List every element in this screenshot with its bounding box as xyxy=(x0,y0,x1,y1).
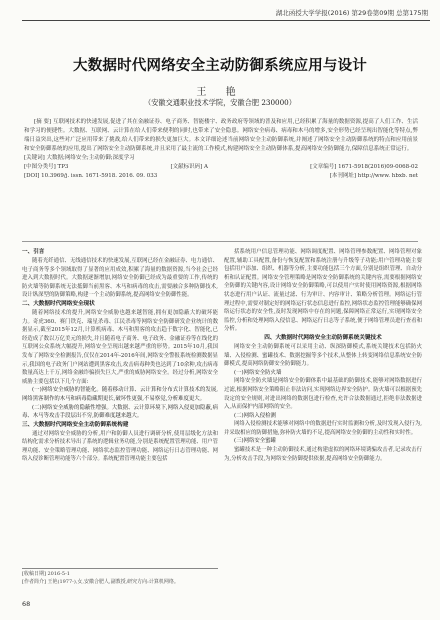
right-column xyxy=(224,248,422,463)
abstract-separator xyxy=(22,241,418,242)
paragraph: 网络入侵检测技术能够对网络中的数据进行实时监测和分析,及时发现入侵行为,并采取相应的防御措施,弥补防火墙的不足,提高网络安全防御的主动性和实时性。 xyxy=(224,421,422,436)
section-heading: 一、引言 xyxy=(22,249,45,255)
section-heading: 二、大数据时代网络安全现状 xyxy=(22,300,95,307)
paragraph: 随着光纤通信、无线通信技术的快速发展,互联网已经在金融证券、电力通信、电子商务等多个领域取得了显著的应用成效,积累了海量的数据资源,当今社会已经进入到大数据时代。大数据逐渐增加,网络安全防御已经成为最重要的工作,传统的防火墙等防御系统无法抵御当前黑客、木马和病毒的攻击,需要融合多种防御技术,设计纵深型的防御策略,构建一个主动防御系统,提高网络安全防御性能。 xyxy=(22,258,218,299)
journal-url: [本刊网址] http://www. hbxb. net xyxy=(329,173,418,179)
meta-row-1 xyxy=(24,163,418,172)
paragraph: 括系统用户信息管理功能、网络调度配置、网络管理参数配置、网络管理对象配置,辅助工具配置,备份与恢复配置和系统注册与升级等子功能;用户管理功能主要包括用户添加、组织、机器等分析,主要功能包括三个方面,分别是组织管理、自动分析和认证配置。网络安全管理策略是网络安全防御系统的关键内容,需要根据网络安全防御的关键内容,设计网络安全防御策略,可以使用户实时使用网络资源,根据网络状态进行用户认证、流量过滤、行为审计、内容审计、策略分析管理。网络运行管理过程中,需要对制定好的网络运行状态信息进行监控,网络状态监控管理能够确保网络运行状态的安全性,及时发现网络中存在的问题,保障网络正常运行,实现网络安全监控,分析和处理网络入侵信息、网络运行日志等子系统,便于网络管理员进行查看和分析。 xyxy=(224,249,422,333)
section-heading: 三、大数据时代网络安全主动防御系统构建 xyxy=(22,421,129,428)
meta-row-2 xyxy=(24,172,418,181)
author-affiliation: （安徽交通职业技术学院，安徽合肥 230000） xyxy=(144,98,296,107)
section-heading: 四、大数据时代网络安全主动防御系统关键技术 xyxy=(264,334,382,341)
paragraph: 通过对网络安全威胁的分析,用户和防御人员进行调研分析,使用层级化方法和结构化需求分析技术导出了系统的逻辑业务功能,分别是系统配置管理功能、用户管理功能、安全策略管理功能、网络状态监控管理功能、网络运行日志管理功能、网络入侵诊断管理功能等六个部分。系统配置管理功能主要包括 xyxy=(22,430,218,463)
doi: [DOI] 10.3969/j. issn. 1671-5918. 2016. 09. 033 xyxy=(24,173,158,179)
subsection-heading: (一)网络安全防火墙 xyxy=(234,369,282,376)
subsection-heading: (二)网络入侵检测 xyxy=(234,412,276,419)
paragraph: 蜜罐技术是一种主动防御技术,通过构建虚拟的网络环境诱骗攻击者,记录攻击行为,分析攻击手段,为网络安全防御提供依据,提高网络安全防御能力。 xyxy=(224,447,422,462)
subsection-heading: (二)网络安全威胁的隐蔽性增强。大数据、云计算环境下,网络入侵更加隐蔽,病毒、木马等攻击手段层出不穷,防御难度越来越大。 xyxy=(22,404,218,420)
paragraph: 网络安全主动防御系统可以采用主动、纵深防御模式,系统关键技术包括防火墙、入侵检测、蜜罐技术、数据挖掘等多个技术,从整体上转变网络信息系统安全防御模式,提高网络防御安全防御能力。 xyxy=(224,343,422,368)
abstract-text: [摘 要] 互联网技术的快速发展,促进了其在金融证券、电子商务、智能楼宇、政务政府等领域的普及和应用,已经积累了海量的数据资源,提高了人们工作、生活和学习的便捷性。大数据、互联网、云计算在给人们带来便利的同时,也带来了安全隐患。网络安全病毒、病毒和木马的增多,安全形势已经呈现出智能化等特点,弊端日益突出,这些对广泛应用带来了挑战,给人们带来的损失更加巨大。本文详细论述当前网络安全主动防御系统,并阐述了网络安全主动防御系统的特点和应用前景和安全防御系统的应用,提出了网络安全主动防御系统,并且采用了最主流的工作模式,构建网络安全主动防御体系,提高网络安全防御能力,保障信息系统正常运行。 xyxy=(24,119,418,152)
header-rule xyxy=(22,20,430,21)
paragraph: 网络安全防火墙是网络安全防御体系中最基础的防御技术,能够对网络数据进行过滤,根据网络安全策略阻止非法访问,实现网络边界安全防护。防火墙可以根据预先设定的安全规则,对进出网络的数据包进行检查,允许合法数据通过,拒绝非法数据进入,从而保护内部网络的安全。 xyxy=(224,378,422,411)
clc-number: [中图分类号] TP3 xyxy=(24,164,69,170)
author-bio: [作者简介] 王艳(1977-),女,安徽合肥人,副教授,研究方向:计算机网络。 xyxy=(22,578,179,585)
running-head-text: 湖北函授大学学报(2016) 第29卷第09期 总第175期 xyxy=(275,9,428,17)
page-number: 68 xyxy=(22,600,31,608)
article-title: 大数据时代网络安全主动防御系统应用与设计 xyxy=(73,58,367,74)
paragraph: 随着网络技术的提升,网络安全威胁也越来越智能,拥有更加隐蔽大的破坏能力。奇虎360、赛门铁克、瑞星杀毒、江民杀毒等网络安全防御研发企业统计的数据显示,截至2015年12月,计算机病毒、木马和黑客的攻击趋于数字化、智能化,已经造成了数以万亿美元的损失,并且随着电子商务、电子政务、金融证券等在线化的互联网公众系统大幅提升,网络安全呈现出越来越严重的形势。2015年10月,我国发布了网络安全检测报告,仅仅在2014年-2016年间,网络安全警报系统检测数据显示,我国的电子政务门户网站遭到黑客攻击,攻击病毒种类也达到了10余种,攻击病毒数量高达上千万,网络金融诈骗损失巨大,严重的威胁网络安全。经过分析,网络安全威胁主要包括以下几个方面: xyxy=(22,309,218,385)
footnote xyxy=(22,568,218,586)
document-code: [文献标识码] A xyxy=(170,164,209,170)
received-date: [收稿日期] 2016-5-1 xyxy=(22,571,70,577)
subsection-heading: (三)网络安全蜜罐 xyxy=(234,438,276,445)
subsection-heading: (一)网络安全威胁的智能化。随着移动计算、云计算和分布式计算技术的发展,网络黑客制作的木马和病毒隐藏期更长,破坏性更强,不易察觉,分析难度更大。 xyxy=(22,387,218,402)
left-column xyxy=(22,248,218,464)
running-header xyxy=(0,0,440,24)
abstract-block xyxy=(24,118,418,181)
keywords: [关键词] 大数据;网络安全;主动防御;深度学习 xyxy=(24,155,135,161)
author-name: 王 艳 xyxy=(196,87,244,98)
article-number: [文章编号] 1671-5918(2016)09-0068-02 xyxy=(310,164,418,170)
